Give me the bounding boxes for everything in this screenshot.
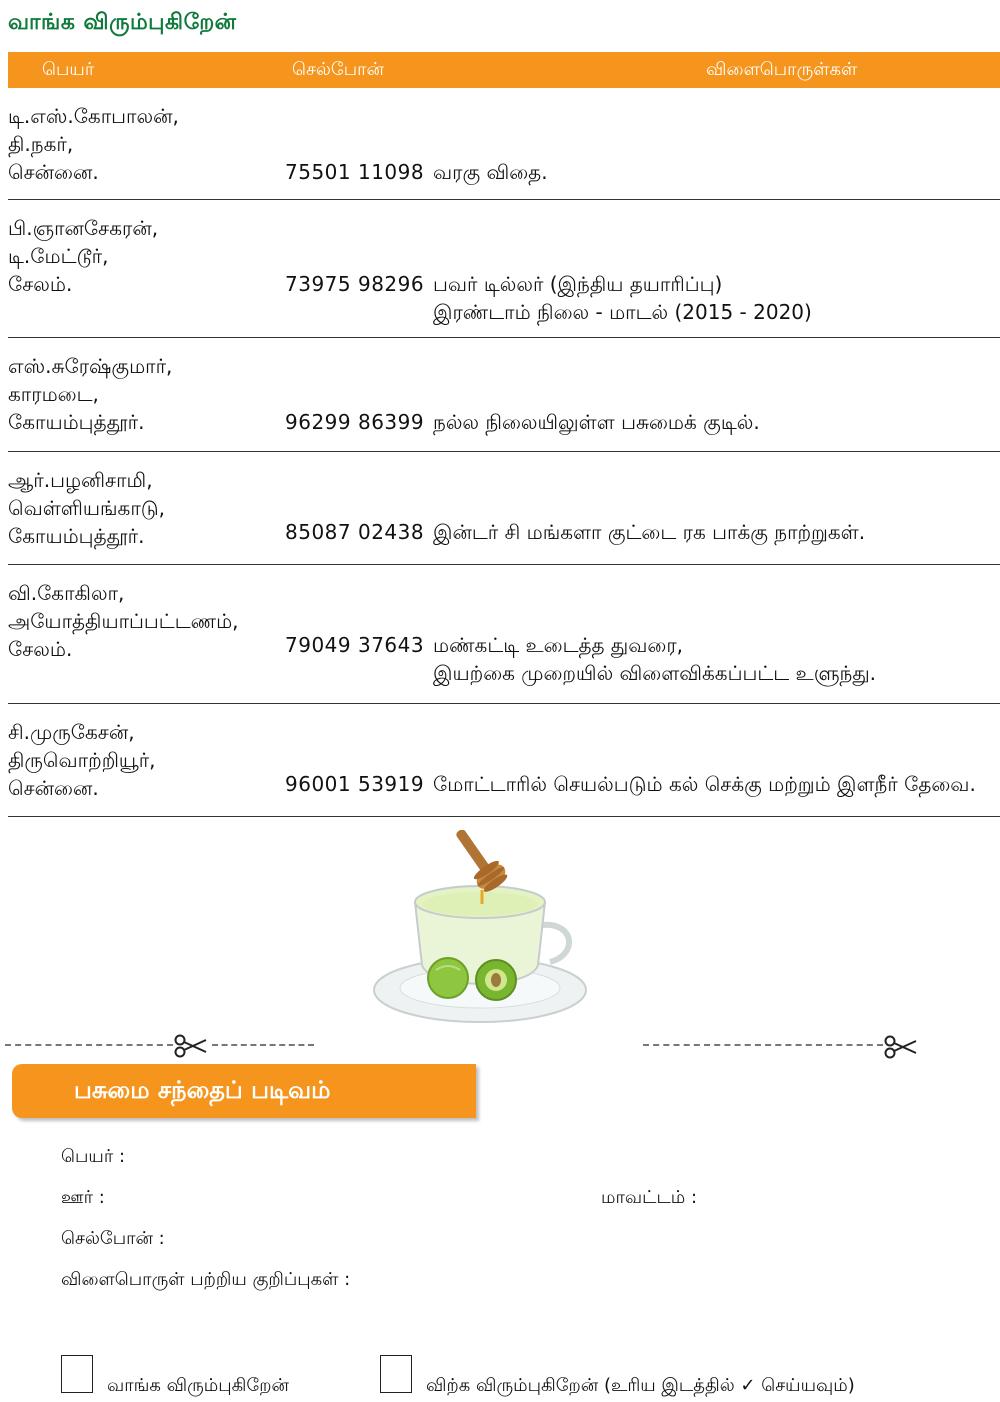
- notes-field-label: விளைபொருள் பற்றிய குறிப்புகள் :: [61, 1269, 351, 1290]
- listing-phone: 96001 53919: [285, 772, 425, 796]
- district-field-label: மாவட்டம் :: [601, 1187, 698, 1208]
- buy-checkbox[interactable]: [61, 1355, 93, 1393]
- listing-phone: 85087 02438: [285, 520, 425, 544]
- scissors-icon: [174, 1034, 210, 1058]
- cut-line-left: [5, 1044, 173, 1046]
- listing-row: [8, 88, 1000, 200]
- buy-option-label: வாங்க விரும்புகிறேன்: [107, 1375, 289, 1396]
- listing-name: எஸ்.சுரேஷ்குமார், காரமடை, கோயம்புத்தூர்.: [8, 354, 173, 434]
- listing-row: [8, 704, 1000, 817]
- listing-name: டி.எஸ்.கோபாலன், தி.நகர், சென்னை.: [8, 104, 179, 184]
- sell-checkbox[interactable]: [380, 1355, 412, 1393]
- listing-name: ஆர்.பழனிசாமி, வெள்ளியங்காடு, கோயம்புத்தூர்.: [8, 468, 165, 548]
- listing-phone: 79049 37643: [285, 633, 425, 657]
- header-name: பெயர்: [42, 59, 95, 80]
- listing-product: பவர் டில்லர் (இந்திய தயாரிப்பு) இரண்டாம் நிலை - மாடல் (2015 - 2020): [433, 272, 812, 324]
- scissors-icon: [884, 1035, 920, 1059]
- listing-product: மண்கட்டி உடைத்த துவரை, இயற்கை முறையில் விளைவிக்கப்பட்ட உளுந்து.: [433, 633, 877, 685]
- listing-phone: 96299 86399: [285, 410, 425, 434]
- listing-name: பி.ஞானசேகரன், டி.மேட்டூர், சேலம்.: [8, 216, 159, 296]
- form-title: பசுமை சந்தைப் படிவம்: [74, 1076, 331, 1104]
- listing-product: இன்டர் சி மங்களா குட்டை ரக பாக்கு நாற்றுகள்.: [433, 520, 866, 544]
- listing-row: [8, 565, 1000, 704]
- cut-line-left-2: [212, 1044, 314, 1046]
- page-title: வாங்க விரும்புகிறேன்: [8, 10, 237, 35]
- listing-row: [8, 338, 1000, 452]
- cut-line-right: [643, 1044, 883, 1046]
- header-product: விளைபொருள்கள்: [706, 59, 858, 80]
- table-header: [8, 52, 1000, 88]
- listing-name: வி.கோகிலா, அயோத்தியாப்பட்டணம், சேலம்.: [8, 581, 239, 661]
- listing-product: வரகு விதை.: [433, 160, 548, 184]
- sell-option-label: விற்க விரும்புகிறேன் (உரிய இடத்தில் ✓ செய்யவும்): [426, 1375, 855, 1396]
- tea-cup-illustration: [370, 830, 590, 1030]
- name-field-label: பெயர் :: [61, 1146, 126, 1167]
- listing-phone: 73975 98296: [285, 272, 425, 296]
- village-field-label: ஊர் :: [61, 1187, 105, 1208]
- form-title-banner: [12, 1064, 476, 1118]
- listing-product: நல்ல நிலையிலுள்ள பசுமைக் குடில்.: [433, 410, 760, 434]
- listing-name: சி.முருகேசன், திருவொற்றியூர், சென்னை.: [8, 720, 156, 800]
- header-phone: செல்போன்: [292, 59, 384, 80]
- listing-phone: 75501 11098: [285, 160, 425, 184]
- phone-field-label: செல்போன் :: [61, 1228, 165, 1249]
- listing-product: மோட்டாரில் செயல்படும் கல் செக்கு மற்றும் இளநீர் தேவை.: [433, 772, 976, 796]
- listing-row: [8, 200, 1000, 338]
- listing-row: [8, 452, 1000, 565]
